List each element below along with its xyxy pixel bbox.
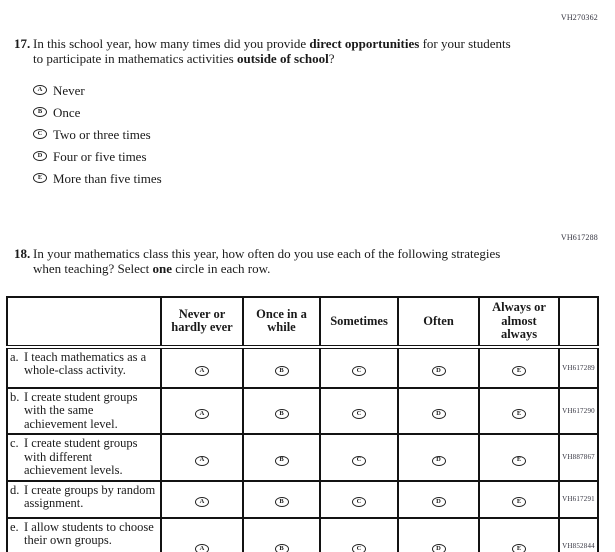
column-header-never-or-hardly-ever: Never or hardly ever [161, 297, 243, 347]
answer-bubble-a[interactable]: A [195, 366, 209, 376]
answer-cell [320, 481, 398, 518]
answer-cell [398, 434, 479, 481]
answer-cell [243, 434, 320, 481]
question-18-text [33, 246, 513, 276]
column-header-once-in-a-while: Once in a while [243, 297, 320, 347]
answer-cell [243, 388, 320, 435]
row-code: VH617289 [559, 347, 598, 388]
table-row-b [7, 388, 598, 435]
answer-bubble-a[interactable]: A [195, 497, 209, 507]
row-code: VH617291 [559, 481, 598, 518]
answer-bubble-a[interactable]: A [195, 544, 209, 552]
answer-bubble-d[interactable]: D [33, 151, 47, 161]
answer-bubble-e[interactable]: E [512, 366, 526, 376]
answer-bubble-b[interactable]: B [275, 366, 289, 376]
row-key: d. [10, 482, 20, 497]
answer-cell [479, 518, 559, 552]
row-key: c. [10, 436, 19, 450]
answer-cell [320, 388, 398, 435]
row-label: I teach mathematics as a whole-class activity. [24, 349, 147, 377]
answer-cell [161, 481, 243, 518]
answer-cell [161, 388, 243, 435]
answer-cell [161, 347, 243, 388]
answer-cell [479, 347, 559, 388]
answer-bubble-b[interactable]: B [275, 409, 289, 419]
answer-cell [398, 481, 479, 518]
answer-bubble-b[interactable]: B [275, 456, 289, 466]
column-header-often: Often [398, 297, 479, 347]
option-label: Once [53, 104, 81, 120]
answer-bubble-a[interactable]: A [195, 409, 209, 419]
answer-bubble-c[interactable]: C [352, 497, 366, 507]
option-once [33, 101, 513, 123]
row-label: I create student groups with different achievement levels. [24, 436, 138, 477]
option-more-than-five-times [33, 167, 513, 189]
answer-bubble-b[interactable]: B [275, 497, 289, 507]
table-header-row [7, 297, 598, 347]
option-two-or-three-times [33, 123, 513, 145]
answer-bubble-c[interactable]: C [352, 409, 366, 419]
row-label-cell [7, 481, 161, 518]
option-label: Never [53, 82, 85, 98]
answer-bubble-d[interactable]: D [432, 456, 446, 466]
row-label-cell [7, 434, 161, 481]
question-17-text-part: ? [328, 51, 335, 66]
answer-bubble-e[interactable]: E [512, 544, 526, 552]
column-header-always-or-almost-always: Always or almost always [479, 297, 559, 347]
answer-cell [398, 347, 479, 388]
option-never [33, 79, 513, 101]
answer-bubble-c[interactable]: C [33, 129, 47, 139]
option-label: Two or three times [53, 126, 151, 142]
question-17-bold-outside-of-school: outside of school [236, 51, 329, 66]
table-row-c [7, 434, 598, 481]
row-label-cell [7, 518, 161, 552]
answer-bubble-d[interactable]: D [432, 409, 446, 419]
question-18-code: VH617288 [560, 233, 598, 242]
option-four-or-five-times [33, 145, 513, 167]
code-column-header [559, 297, 598, 347]
table-row-a [7, 347, 598, 388]
answer-cell [243, 518, 320, 552]
row-key: b. [10, 389, 20, 404]
answer-bubble-b[interactable]: B [275, 544, 289, 552]
answer-bubble-c[interactable]: C [352, 456, 366, 466]
answer-cell [161, 434, 243, 481]
answer-bubble-a[interactable]: A [33, 85, 47, 95]
answer-cell [479, 481, 559, 518]
answer-bubble-c[interactable]: C [352, 544, 366, 552]
option-label: More than five times [53, 170, 162, 186]
question-18-bold-one: one [152, 261, 172, 276]
strategies-table [6, 296, 599, 552]
question-17-number: 17. [14, 36, 31, 51]
answer-bubble-e[interactable]: E [512, 456, 526, 466]
answer-cell [320, 347, 398, 388]
answer-bubble-d[interactable]: D [432, 366, 446, 376]
question-18 [14, 246, 529, 276]
empty-header-cell [7, 297, 161, 347]
row-label-cell [7, 388, 161, 435]
question-17-text [33, 36, 513, 66]
row-code: VH617290 [559, 388, 598, 435]
row-key: a. [10, 349, 19, 364]
answer-cell [320, 518, 398, 552]
question-17-bold-direct-opportunities: direct opportunities [309, 36, 420, 51]
row-label: I create groups by random assignment. [24, 482, 156, 510]
table-row-e [7, 518, 598, 552]
answer-cell [398, 388, 479, 435]
answer-bubble-a[interactable]: A [195, 456, 209, 466]
answer-bubble-e[interactable]: E [512, 497, 526, 507]
question-18-text-part: In your mathematics class this year, how often do you use each of the following strategies when teaching? Select [33, 246, 501, 276]
answer-cell [320, 434, 398, 481]
column-header-sometimes: Sometimes [320, 297, 398, 347]
answer-bubble-d[interactable]: D [432, 544, 446, 552]
answer-bubble-d[interactable]: D [432, 497, 446, 507]
question-17-text-part: In this school year, how many times did you provide [33, 36, 310, 51]
answer-bubble-e[interactable]: E [33, 173, 47, 183]
answer-cell [479, 434, 559, 481]
row-label-cell [7, 347, 161, 388]
answer-bubble-e[interactable]: E [512, 409, 526, 419]
question-17-options [33, 79, 513, 189]
answer-bubble-b[interactable]: B [33, 107, 47, 117]
row-label: I allow students to choose their own groups. [24, 519, 154, 547]
answer-cell [243, 347, 320, 388]
answer-cell [398, 518, 479, 552]
question-17-code: VH270362 [560, 13, 598, 22]
table-row-d [7, 481, 598, 518]
question-18-number: 18. [14, 246, 31, 261]
answer-bubble-c[interactable]: C [352, 366, 366, 376]
row-code: VH852844 [559, 518, 598, 552]
question-17-text-part: for your students to participate in mathematics activities [33, 36, 511, 66]
answer-cell [479, 388, 559, 435]
row-code: VH887867 [559, 434, 598, 481]
question-17 [14, 36, 529, 189]
answer-cell [243, 481, 320, 518]
answer-cell [161, 518, 243, 552]
row-label: I create student groups with the same achievement level. [24, 389, 138, 431]
question-18-text-part: circle in each row. [171, 261, 271, 276]
row-key: e. [10, 519, 19, 534]
option-label: Four or five times [53, 148, 147, 164]
